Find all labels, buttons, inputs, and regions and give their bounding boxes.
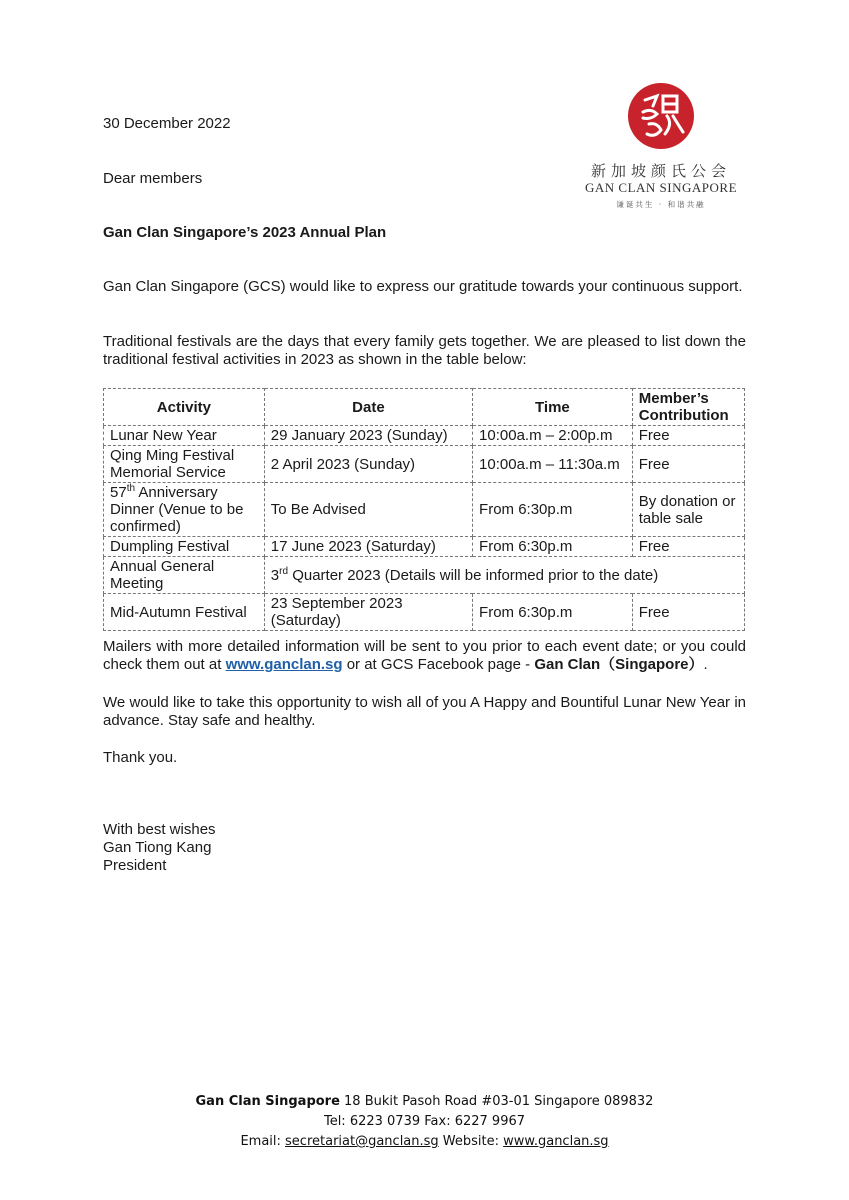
cell-merged-schedule <box>264 557 744 594</box>
table-row <box>104 594 745 631</box>
cell-contribution: Free <box>632 426 744 446</box>
quarter-number: 3 <box>270 566 280 584</box>
cell-date: 23 September 2023 (Saturday) <box>264 594 472 631</box>
footer-website-link[interactable]: www.ganclan.sg <box>503 1134 609 1149</box>
letter-date: 30 December 2022 <box>103 115 231 132</box>
letter-subject: Gan Clan Singapore’s 2023 Annual Plan <box>103 224 387 241</box>
paragraph-thanks: Thank you. <box>103 749 178 766</box>
paragraph-mailers <box>103 638 746 674</box>
cell-date: 29 January 2023 (Sunday) <box>264 426 472 446</box>
signer-name: Gan Tiong Kang <box>103 839 212 856</box>
footer-email-link[interactable]: secretariat@ganclan.sg <box>285 1134 439 1149</box>
table-row <box>104 483 745 537</box>
quarter-ordinal: rd <box>279 565 289 577</box>
footer-org: Gan Clan Singapore <box>195 1094 340 1109</box>
cell-time: 10:00a.m – 2:00p.m <box>473 426 633 446</box>
cell-activity: Dumpling Festival <box>104 537 265 557</box>
cell-contribution: Free <box>632 594 744 631</box>
paragraph-festivals: Traditional festivals are the days that every family gets together. We are pleased to list down the traditional festival activities in 2023 as shown in the table below: <box>103 333 746 368</box>
footer-phone: Tel: 6223 0739 Fax: 6227 9967 <box>323 1114 526 1129</box>
header-time: Time <box>473 389 633 426</box>
cell-date: To Be Advised <box>264 483 472 537</box>
activity-number: 57 <box>110 484 127 501</box>
facebook-page-name: Gan Clan（Singapore） <box>534 656 704 673</box>
cell-activity: Lunar New Year <box>104 426 265 446</box>
cell-time: 10:00a.m – 11:30a.m <box>473 446 633 483</box>
logo-chinese-name: 新加坡颜氏公会 <box>590 162 731 180</box>
table-row <box>104 446 745 483</box>
footer-address-line <box>0 1092 849 1112</box>
cell-contribution: Free <box>632 446 744 483</box>
quarter-rest: Quarter 2023 (Details will be informed prior to the date) <box>288 566 659 584</box>
logo-motto: 谦诞共生 · 和谐共融 <box>616 200 706 209</box>
closing-block <box>103 821 216 875</box>
footer <box>0 1092 849 1152</box>
cell-contribution: By donation or table sale <box>632 483 744 537</box>
table-row <box>104 557 745 594</box>
closing-phrase: With best wishes <box>103 821 216 838</box>
cell-activity: Annual General Meeting <box>104 557 265 594</box>
website-link[interactable]: www.ganclan.sg <box>225 656 343 673</box>
cell-activity <box>104 483 265 537</box>
cell-activity: Mid-Autumn Festival <box>104 594 265 631</box>
cell-activity: Qing Ming Festival Memorial Service <box>104 446 265 483</box>
table-header-row <box>104 389 745 426</box>
table-row <box>104 537 745 557</box>
salutation: Dear members <box>103 170 203 187</box>
cell-date: 17 June 2023 (Saturday) <box>264 537 472 557</box>
activity-rest: Anniversary Dinner (Venue to be confirmed) <box>110 484 244 535</box>
mailers-text-2: or at GCS Facebook page - <box>342 656 535 673</box>
footer-website-label: Website: <box>438 1134 504 1149</box>
mailers-end: . <box>703 656 708 673</box>
activities-table <box>103 388 745 631</box>
cell-contribution: Free <box>632 537 744 557</box>
clan-logo <box>585 82 737 214</box>
cell-date: 2 April 2023 (Sunday) <box>264 446 472 483</box>
signer-title: President <box>103 857 167 874</box>
header-date: Date <box>264 389 472 426</box>
header-contribution: Member’s Contribution <box>632 389 744 426</box>
footer-email-label: Email: <box>240 1134 286 1149</box>
cell-time: From 6:30p.m <box>473 594 633 631</box>
cell-time: From 6:30p.m <box>473 537 633 557</box>
activity-ordinal: th <box>126 483 136 494</box>
footer-address: 18 Bukit Pasoh Road #03-01 Singapore 089832 <box>339 1094 654 1109</box>
paragraph-wishes: We would like to take this opportunity to wish all of you A Happy and Bountiful Lunar New Year in advance. Stay safe and healthy. <box>103 694 746 729</box>
mailers-text: Mailers with more detailed information will be sent to you prior to each event date; or you could check them out at <box>103 638 746 673</box>
header-activity: Activity <box>104 389 265 426</box>
footer-contact-line <box>0 1132 849 1152</box>
logo-english-name: GAN CLAN SINGAPORE <box>585 180 738 195</box>
cell-time: From 6:30p.m <box>473 483 633 537</box>
paragraph-gratitude: Gan Clan Singapore (GCS) would like to express our gratitude towards your continuous support. <box>103 278 743 295</box>
clan-seal-icon <box>627 82 695 150</box>
table-row <box>104 426 745 446</box>
